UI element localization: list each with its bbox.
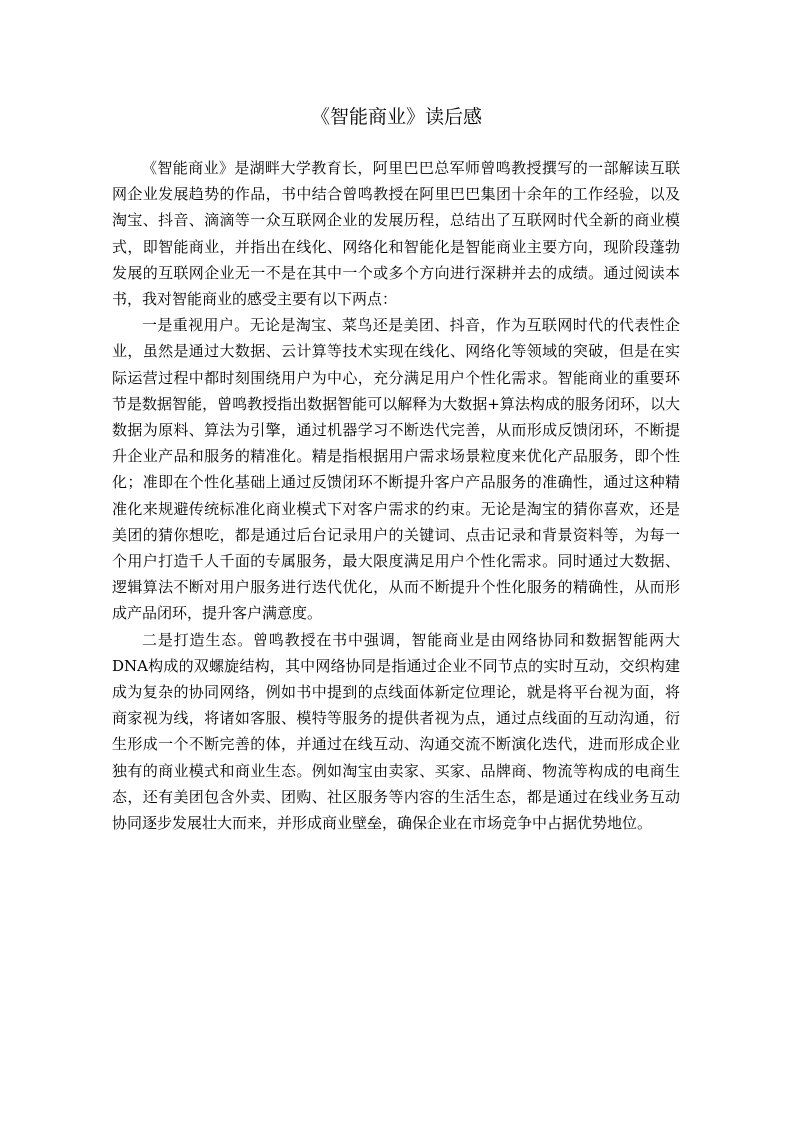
paragraph-point-two: 二是打造生态。曾鸣教授在书中强调，智能商业是由网络协同和数据智能两大DNA构成的双螺旋结构，其中网络协同是指通过企业不同节点的实时互动，交织构建成为复杂的协同网络，例如书中提到的点线面体新定位理论，就是将平台视为面，将商家视为线，将诸如客服、模特等服务的提供者视为点，通过点线面的互动沟通，衍生形成一个不断完善的体，并通过在线互动、沟通交流不断演化迭代，进而形成企业独有的商业模式和商业生态。例如淘宝由卖家、买家、品牌商、物流等构成的电商生态，还有美团包含外卖、团购、社区服务等内容的生活生态，都是通过在线业务互动协同逐步发展壮大而来，并形成商业壁垒，确保企业在市场竞争中占据优势地位。 — [112, 630, 680, 833]
document-body — [112, 155, 680, 836]
paragraph-intro: 《智能商业》是湖畔大学教育长，阿里巴巴总军师曾鸣教授撰写的一部解读互联网企业发展趋势的作品，书中结合曾鸣教授在阿里巴巴集团十余年的工作经验，以及淘宝、抖音、滴滴等一众互联网企业的发展历程，总结出了互联网时代全新的商业模式，即智能商业，并指出在线化、网络化和智能化是智能商业主要方向，现阶段蓬勃发展的互联网企业无一不是在其中一个或多个方向进行深耕并去的成绩。通过阅读本书，我对智能商业的感受主要有以下两点： — [112, 159, 680, 309]
paragraph-point-one: 一是重视用户。无论是淘宝、菜鸟还是美团、抖音，作为互联网时代的代表性企业，虽然是通过大数据、云计算等技术实现在线化、网络化等领域的突破，但是在实际运营过程中都时刻围绕用户为中心，充分满足用户个性化需求。智能商业的重要环节是数据智能，曾鸣教授指出数据智能可以解释为大数据+算法构成的服务闭环，以大数据为原料、算法为引擎，通过机器学习不断迭代完善，从而形成反馈闭环，不断提升企业产品和服务的精准化。精是指根据用户需求场景粒度来优化产品服务，即个性化；准即在个性化基础上通过反馈闭环不断提升客户产品服务的准确性，通过这种精准化来规避传统标准化商业模式下对客户需求的约束。无论是淘宝的猜你喜欢，还是美团的猜你想吃，都是通过后台记录用户的关键词、点击记录和背景资料等，为每一个用户打造千人千面的专属服务，最大限度满足用户个性化需求。同时通过大数据、逻辑算法不断对用户服务进行迭代优化，从而不断提升个性化服务的精确性，从而形成产品闭环，提升客户满意度。 — [112, 316, 680, 623]
document-title: 《智能商业》读后感 — [310, 106, 482, 128]
